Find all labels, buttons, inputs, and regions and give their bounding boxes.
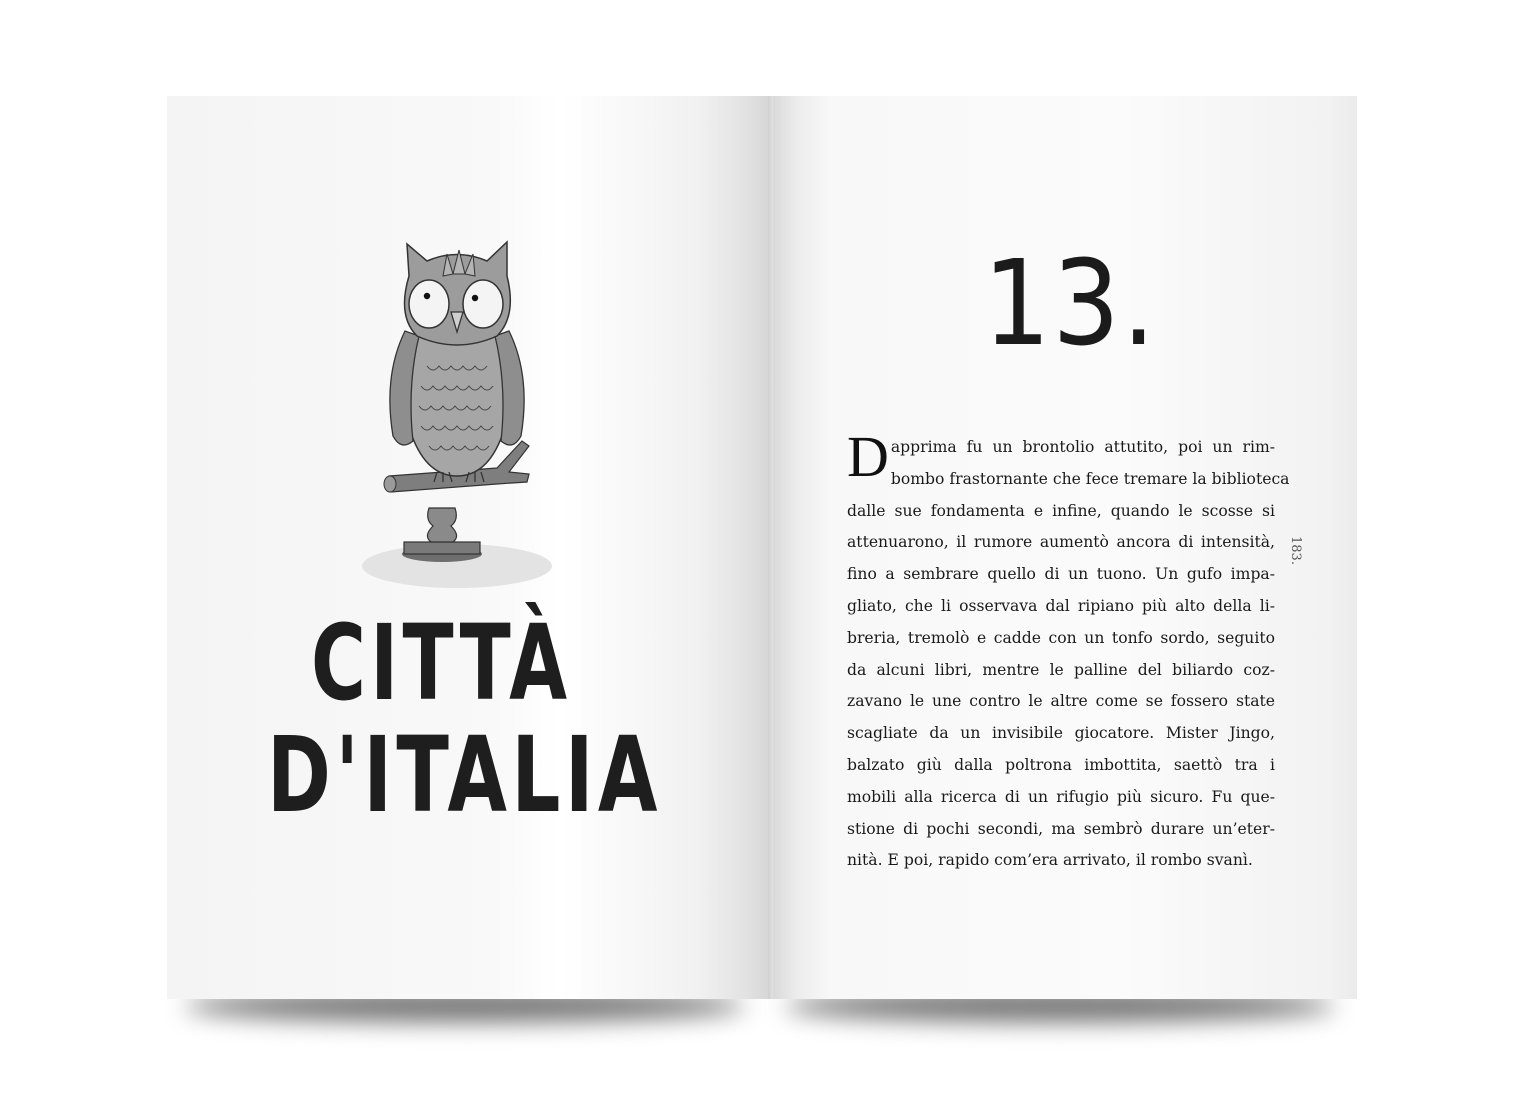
body-line: bombo frastornante che fece tremare la biblioteca xyxy=(890,469,1290,488)
body-line: da alcuni libri, mentre le palline del biliardo coz- xyxy=(847,660,1275,679)
body-line: dalle sue fondamenta e infine, quando le scosse si xyxy=(847,501,1275,520)
left-page xyxy=(167,96,770,999)
title-line-1: CITTÀ xyxy=(311,602,572,724)
body-line: mobili alla ricerca di un rifugio più sicuro. Fu que- xyxy=(847,787,1275,806)
title-line-2: D'ITALIA xyxy=(267,714,662,836)
hand-drawn-title xyxy=(267,602,747,836)
body-line: attenuarono, il rumore aumentò ancora di intensità, xyxy=(847,533,1275,552)
body-line: scagliate da un invisibile giocatore. Mister Jingo, xyxy=(847,724,1275,743)
body-line: gliato, che li osservava dal ripiano più alto della li- xyxy=(847,596,1275,615)
chapter-body-text xyxy=(847,424,1290,877)
body-line: breria, tremolò e cadde con un tonfo sordo, seguito xyxy=(847,628,1275,647)
owl-illustration xyxy=(357,236,557,606)
drop-cap: D xyxy=(847,424,889,489)
body-line: fino a sembrare quello di un tuono. Un gufo impa- xyxy=(847,565,1275,584)
body-line: zavano le une contro le altre come se fossero state xyxy=(847,692,1275,711)
page-number: 183. xyxy=(1288,536,1303,565)
right-page xyxy=(773,96,1357,999)
body-line: nità. E poi, rapido com’era arrivato, il rombo svanì. xyxy=(847,851,1253,870)
chapter-number: 13. xyxy=(983,234,1158,372)
body-line: stione di pochi secondi, ma sembrò durare un’eter- xyxy=(847,819,1275,838)
body-line: apprima fu un brontolio attutito, poi un rim- xyxy=(890,438,1275,456)
body-line: balzato giù dalla poltrona imbottita, saettò tra i xyxy=(847,755,1275,774)
